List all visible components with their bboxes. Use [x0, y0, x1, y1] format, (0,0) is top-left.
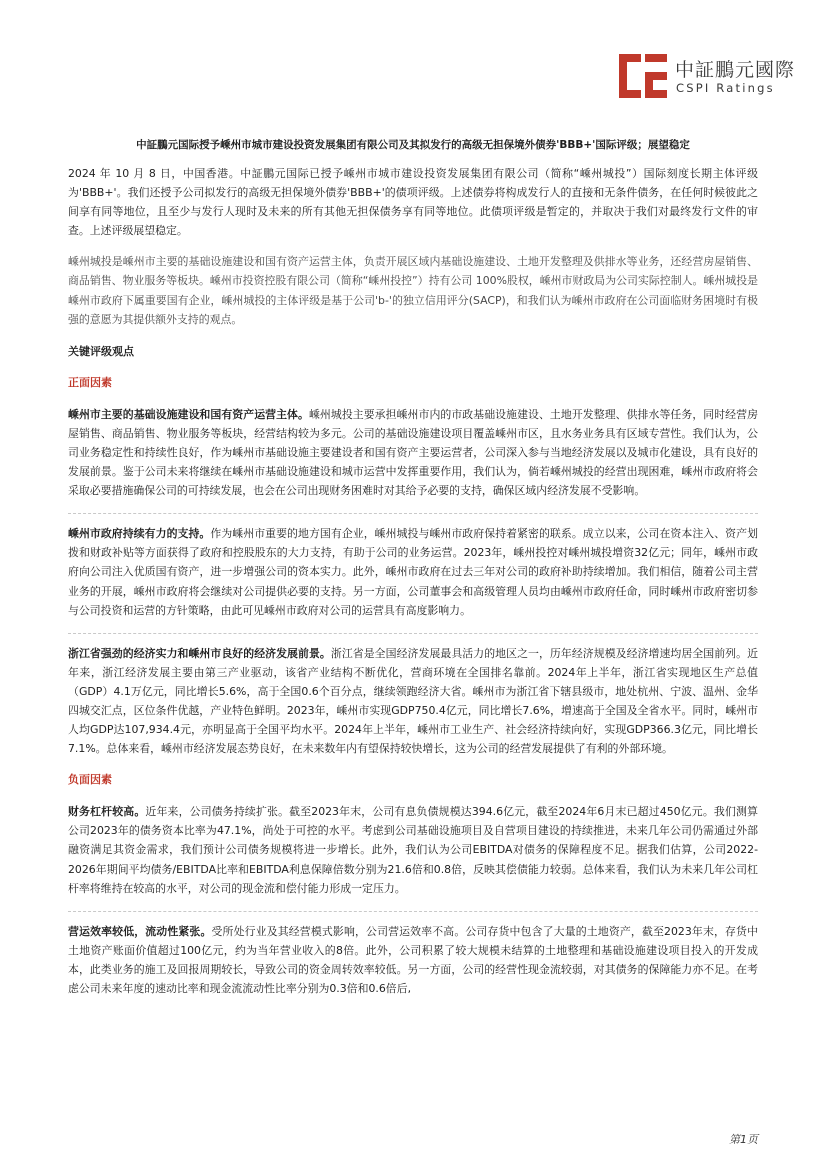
positive-factor-3-lead: 浙江省强劲的经济实力和嵊州市良好的经济发展前景。 — [68, 646, 331, 660]
positive-factor-2-lead: 嵊州市政府持续有力的支持。 — [68, 527, 211, 541]
section-divider — [68, 513, 758, 514]
positive-factor-3-text: 浙江省是全国经济发展最具活力的地区之一，历年经济规模及经济增速均居全国前列。近年来，浙江经济发展主要由第三产业驱动，该省产业结构不断优化，营商环境在全国排名靠前。2024年上半年，浙江省实现地区生产总值（GDP）4.1万亿元，同比增长5.6%，高于全国0.6个百分点，继续领跑经济大省。嵊州市为浙江省下辖县级市，地处杭州、宁波、温州、金华四城交汇点，区位条件优越，产业特色鲜明。2023年，嵊州市实现GDP750.4亿元，同比增长7.6%，增速高于全国及全省水平。同时，嵊州市人均GDP达107,934.4元，亦明显高于全国平均水平。2024年上半年，嵊州市工业生产、社会经济持续向好，实现GDP366.3亿元，同比增长7.1%。总体来看，嵊州市经济发展态势良好，在未来数年内有望保持较快增长，这为公司的经营发展提供了有利的外部环境。 — [68, 646, 758, 756]
document-body — [68, 136, 758, 1011]
positive-factor-3 — [68, 644, 758, 759]
intro-paragraph: 2024 年 10 月 8 日，中国香港。中証鵬元国际已授予嵊州市城市建设投资发展集团有限公司（简称“嵊州城投”）国际刻度长期主体评级为'BBB+'。我们还授予公司拟发行的高级无担保境外债券'BBB+'的债项评级。上述债券将构成发行人的直接和无条件债务，在任何时候彼此之间享有同等地位，且至少与发行人现时及未来的所有其他无担保债务享有同等地位。此债项评级是暂定的，并取决于我们对最终发行文件的审查。上述评级展望稳定。 — [68, 167, 758, 238]
negative-factor-2-lead: 营运效率较低，流动性紧张。 — [68, 924, 212, 938]
negative-factor-2-text: 受所处行业及其经营模式影响，公司营运效率不高。公司存货中包含了大量的土地资产，截至2023年末，存货中土地资产账面价值超过100亿元，约为当年营业收入的8倍。此外，公司积累了较大规模未结算的土地整理和基础设施建设项目投入的开发成本，此类业务的施工及回报周期较长，导致公司的资金周转效率较低。另一方面，公司的经营性现金流较弱，对其债务的保障能力亦不足。在考虑公司未来年度的速动比率和现金流流动性比率分别为0.3倍和0.6倍后, — [68, 924, 758, 995]
positive-factor-1 — [68, 405, 758, 500]
key-views-heading: 关键评级观点 — [68, 344, 134, 358]
negative-factors-heading: 负面因素 — [68, 773, 112, 787]
positive-factor-2-text: 作为嵊州市重要的地方国有企业，嵊州城投与嵊州市政府保持着紧密的联系。成立以来，公司在资本注入、资产划拨和财政补贴等方面获得了政府和控股股东的大力支持，有助于公司的业务运营。2023年，嵊州投控对嵊州城投增资32亿元；同年，嵊州市政府向公司注入优质国有资产，进一步增强公司的资本实力。此外，嵊州市政府在过去三年对公司的政府补助持续增加。我们相信，随着公司主营业务的开展，嵊州市政府将会继续对公司提供必要的支持。另一方面，公司董事会和高级管理人员均由嵊州市政府任命，同时嵊州市政府密切参与公司投资和运营的方针策略，由此可见嵊州市政府对公司的运营具有高度影响力。 — [68, 527, 758, 617]
positive-factor-2 — [68, 524, 758, 619]
brand-logo — [619, 52, 794, 102]
brand-name-cn: 中証鵬元國際 — [675, 59, 796, 81]
positive-factors-heading: 正面因素 — [68, 375, 112, 389]
press-release-title: 中証鵬元国际授予嵊州市城市建设投资发展集团有限公司及其拟发行的高级无担保境外债券'BBB+'国际评级；展望稳定 — [136, 139, 690, 151]
negative-factor-1-lead: 财务杠杆较高。 — [68, 805, 146, 819]
brand-name-en: CSPI Ratings — [676, 81, 775, 95]
summary-paragraph: 嵊州城投是嵊州市主要的基础设施建设和国有资产运营主体，负责开展区域内基础设施建设、土地开发整理及供排水等业务，还经营房屋销售、商品销售、物业服务等板块。嵊州市投资控股有限公司（简称“嵊州投控”）持有公司 100%股权，嵊州市财政局为公司实际控制人。嵊州城投是嵊州市政府下属重要国有企业，嵊州城投的主体评级是基于公司'b-'的独立信用评分(SACP)，和我们认为嵊州市政府在公司面临财务困境时有极强的意愿为其提供额外支持的观点。 — [68, 255, 758, 326]
negative-factor-1-text: 近年来，公司债务持续扩张。截至2023年末，公司有息负债规模达394.6亿元，截至2024年6月末已超过450亿元。我们测算公司2023年的债务资本比率为47.1%，尚处于可控的水平。考虑到公司基础设施项目及自营项目建设的持续推进，未来几年公司仍需通过外部融资满足其资金需求，我们预计公司债务规模将进一步增长。此外，我们认为公司EBITDA对债务的保障程度不足。据我们估算，公司2022-2026年期间平均债务/EBITDA比率和EBITDA利息保障倍数分别为21.6倍和0.8倍，反映其偿债能力较弱。总体来看，我们认为未来几年公司杠杆率将维持在较高的水平，对公司的现金流和偿付能力形成一定压力。 — [68, 805, 758, 895]
negative-factor-1 — [68, 802, 758, 897]
positive-factor-1-lead: 嵊州市主要的基础设施建设和国有资产运营主体。 — [68, 407, 309, 421]
positive-factor-1-text: 嵊州城投主要承担嵊州市内的市政基础设施建设、土地开发整理、供排水等任务，同时经营房屋销售、商品销售、物业服务等板块，经营结构较为多元。公司的基础设施建设项目覆盖嵊州市区，且水务业务具有区域专营性。我们认为，公司业务稳定性和持续性良好，作为嵊州市基础设施主要建设者和国有资产主要运营者，公司深入参与当地经济发展以及城市化建设，具有良好的发展前景。鉴于公司未来将继续在嵊州市基础设施建设和城市运营中发挥重要作用，我们认为，倘若嵊州城投的经营出现困难，嵊州市政府将会采取必要措施确保公司的可持续发展，也会在公司出现财务困难时对其给予必要的支持，确保区域内经济发展不受影响。 — [68, 407, 758, 498]
negative-factor-2 — [68, 922, 758, 998]
cspi-logo-icon — [619, 52, 667, 100]
section-divider — [68, 633, 758, 634]
page-number: 第1页 — [729, 1133, 758, 1146]
section-divider — [68, 911, 758, 912]
